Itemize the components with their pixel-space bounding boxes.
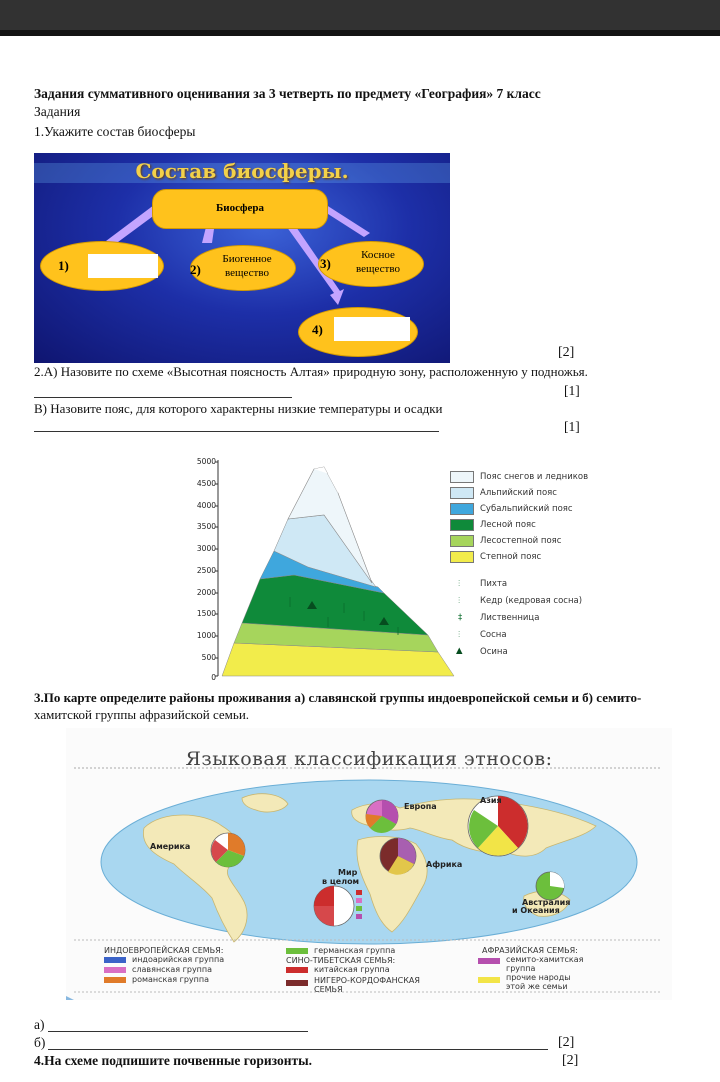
node-1-number: 1)	[58, 258, 69, 273]
legend-label-snow: Пояс снегов и ледников	[480, 472, 589, 482]
map-label-europe: Европа	[404, 802, 437, 811]
swatch-indo-aryan	[104, 957, 126, 963]
page-title: Задания суммативного оценивания за 3 четверть по предмету «География» 7 класс	[34, 86, 541, 101]
swatch-niger	[286, 980, 308, 986]
node-1-answer-box[interactable]	[88, 254, 158, 278]
swatch-germanic	[286, 948, 308, 954]
swatch-chinese	[286, 967, 308, 973]
question-4-points: [2]	[562, 1053, 579, 1068]
answer-2b-line[interactable]	[34, 431, 439, 432]
y-tick-3500: 3500	[196, 522, 216, 531]
diagram-title: Состав биосферы.	[135, 159, 349, 183]
node-2-line2: вещество	[225, 267, 269, 279]
legend-tree-aspen: Осина	[480, 647, 508, 657]
question-2a-points: [1]	[564, 383, 580, 398]
legend-label-steppe: Степной пояс	[480, 552, 542, 562]
biosphere-diagram	[34, 153, 450, 363]
answer-b-line[interactable]	[48, 1049, 548, 1050]
legend-tree-larch: Лиственница	[480, 613, 540, 623]
node-2-line1: Биогенное	[222, 253, 272, 265]
question-4-text: 4.На схеме подпишите почвенные горизонты.	[34, 1053, 313, 1068]
map-label-asia: Азия	[480, 796, 502, 805]
legend-niger-1: НИГЕРО-КОРДОФАНСКАЯ	[314, 976, 420, 985]
mountain-svg	[188, 457, 628, 681]
map-label-australia-1: Австралия	[522, 898, 571, 907]
pie-australia	[536, 872, 564, 900]
y-tick-5000: 5000	[196, 457, 216, 466]
y-tick-3000: 3000	[196, 544, 216, 553]
question-3-line1-text: 3.По карте определите районы проживания а) славянской группы индоевропейской семьи и б) семито-	[34, 690, 642, 705]
aspen-icon: ▲	[456, 646, 463, 656]
map-label-world-1: Мир	[338, 868, 358, 877]
legend-label-subalpine: Субальпийский пояс	[480, 504, 573, 514]
y-tick-4500: 4500	[196, 479, 216, 488]
y-tick-4000: 4000	[196, 501, 216, 510]
legend-tree-fir: Пихта	[480, 579, 508, 589]
map-label-world-2: в целом	[322, 877, 360, 886]
question-1-points: [2]	[558, 345, 575, 360]
y-tick-1000: 1000	[196, 631, 216, 640]
map-label-africa: Африка	[426, 860, 463, 869]
node-4-answer-box[interactable]	[334, 317, 410, 341]
altitude-chart	[188, 457, 628, 682]
y-tick-500: 500	[201, 653, 216, 662]
node-3-number: 3)	[320, 256, 331, 271]
top-bar	[0, 0, 720, 30]
biosphere-root-label: Биосфера	[216, 202, 264, 214]
legend-sino-header: СИНО-ТИБЕТСКАЯ СЕМЬЯ:	[286, 956, 396, 965]
page-subtitle: Задания	[34, 104, 81, 119]
cedar-icon: ⫶	[458, 596, 461, 606]
legend-swatch-snow	[450, 471, 474, 483]
node-3-line1: Косное	[361, 249, 395, 261]
top-divider	[0, 30, 720, 36]
legend-romance: романская группа	[132, 975, 210, 984]
legend-semito-1: семито-хамитская	[506, 955, 584, 964]
legend-swatch-subalpine	[450, 503, 474, 515]
larch-icon: ‡	[458, 613, 463, 623]
swatch-other	[478, 977, 500, 983]
pie-america	[211, 833, 245, 867]
legend-indo-aryan: индоарийская группа	[132, 955, 225, 964]
answer-b-label: б)	[34, 1035, 46, 1050]
question-2b-text: В) Назовите пояс, для которого характерны низкие температуры и осадки	[34, 401, 443, 416]
y-tick-1500: 1500	[196, 609, 216, 618]
swatch-romance	[104, 977, 126, 983]
node-2-number: 2)	[190, 262, 201, 277]
y-tick-2500: 2500	[196, 566, 216, 575]
question-1-text: 1.Укажите состав биосферы	[34, 124, 196, 139]
legend-swatch-forest	[450, 519, 474, 531]
pine-icon: ⫶	[458, 630, 461, 640]
swatch-slavic	[104, 967, 126, 973]
map-label-australia-2: и Океания	[512, 906, 560, 915]
legend-afro-header: АФРАЗИЙСКАЯ СЕМЬЯ:	[482, 946, 578, 955]
question-3-line2: хамитской группы афразийской семьи.	[34, 707, 250, 722]
legend-swatch-forest-steppe	[450, 535, 474, 547]
legend-label-forest: Лесной пояс	[480, 520, 536, 530]
y-tick-2000: 2000	[196, 588, 216, 597]
legend-slavic: славянская группа	[132, 965, 213, 974]
legend-indo-header: ИНДОЕВРОПЕЙСКАЯ СЕМЬЯ:	[104, 946, 224, 955]
map-title: Языковая классификация этносов:	[185, 748, 553, 770]
pie-asia	[468, 796, 528, 856]
swatch-semito	[478, 958, 500, 964]
answer-2a-line[interactable]	[34, 397, 292, 398]
legend-chinese: китайская группа	[314, 965, 390, 974]
node-3-line2: вещество	[356, 263, 400, 275]
legend-germanic: германская группа	[314, 946, 396, 955]
question-4-text-wrap	[34, 1053, 312, 1069]
legend-swatch-alpine	[450, 487, 474, 499]
legend-swatch-steppe	[450, 551, 474, 563]
question-3-line1	[34, 690, 641, 706]
legend-label-alpine: Альпийский пояс	[480, 488, 557, 498]
y-tick-0: 0	[211, 673, 216, 682]
question-2b-points: [1]	[564, 419, 580, 434]
question-3-points: [2]	[558, 1035, 575, 1050]
legend-other-1: прочие народы	[506, 973, 571, 982]
legend-semito-2: группа	[506, 964, 536, 973]
legend-label-forest-steppe: Лесостепной пояс	[480, 536, 562, 546]
answer-a-line[interactable]	[48, 1031, 308, 1032]
node-4-number: 4)	[312, 322, 323, 337]
map-label-america: Америка	[150, 842, 191, 851]
legend-tree-pine: Сосна	[480, 630, 507, 640]
legend-other-2: этой же семьи	[506, 982, 568, 991]
legend-niger-2: СЕМЬЯ	[314, 985, 343, 994]
question-2a-text: 2.А) Назовите по схеме «Высотная поясность Алтая» природную зону, расположенную у подножья.	[34, 364, 588, 379]
answer-a-label: а)	[34, 1017, 45, 1032]
pie-africa	[380, 838, 416, 875]
legend-tree-cedar: Кедр (кедровая сосна)	[480, 596, 583, 606]
fir-icon: ⫶	[458, 579, 461, 589]
